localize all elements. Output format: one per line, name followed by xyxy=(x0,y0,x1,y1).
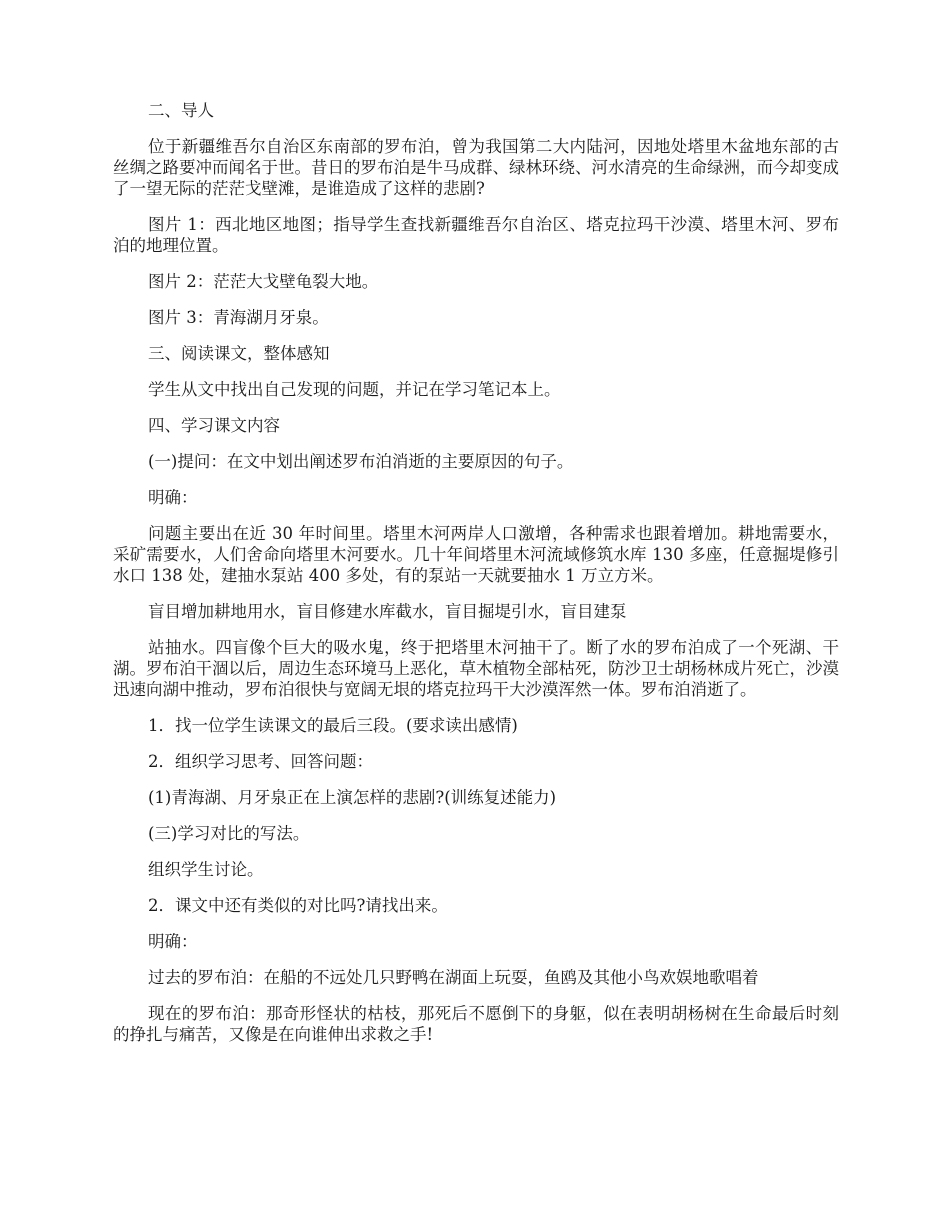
question-1-paragraph: (一)提问：在文中划出阐述罗布泊消逝的主要原因的句子。 xyxy=(148,452,574,471)
blind-actions-paragraph: 盲目增加耕地用水，盲目修建水库截水，盲目掘堤引水，盲目建泵 xyxy=(148,602,627,621)
task-think-paragraph: 2．组织学习思考、回答问题： xyxy=(148,752,373,771)
find-contrast-paragraph: 2．课文中还有类似的对比吗?请找出来。 xyxy=(148,896,448,915)
past-lopnur-paragraph: 过去的罗布泊：在船的不远处几只野鸭在湖面上玩耍，鱼鸥及其他小鸟欢娱地歌唱着 xyxy=(148,968,759,987)
section-heading-reading: 三、阅读课文，整体感知 xyxy=(148,344,330,363)
section-heading-study: 四、学习课文内容 xyxy=(148,416,280,435)
contrast-heading: (三)学习对比的写法。 xyxy=(148,824,310,843)
discussion-paragraph: 组织学生讨论。 xyxy=(148,860,264,879)
picture-2-caption: 图片 2：茫茫大戈壁龟裂大地。 xyxy=(148,272,379,291)
picture-1-caption: 图片 1：西北地区地图；指导学生查找新疆维吾尔自治区、塔克拉玛干沙漠、塔里木河、罗布泊的地理位置。 xyxy=(113,215,839,255)
intro-paragraph: 位于新疆维吾尔自治区东南部的罗布泊，曾为我国第二大内陆河，因地处塔里木盆地东部的古丝绸之路要冲而闻名于世。昔日的罗布泊是牛马成群、绿林环绕、河水清亮的生命绿洲，而今却变成了一望无际的茫茫戈壁滩，是谁造成了这样的悲剧? xyxy=(113,137,839,198)
cause-paragraph: 问题主要出在近 30 年时间里。塔里木河两岸人口激增，各种需求也跟着增加。耕地需要水，采矿需要水，人们舍命向塔里木河要水。几十年间塔里木河流域修筑水库 130 多座，任意掘堤修引水口 138 处，建抽水泵站 400 多处，有的泵站一天就要抽水 1 万立方米。 xyxy=(113,524,839,585)
consequence-paragraph: 站抽水。四盲像个巨大的吸水鬼，终于把塔里木河抽干了。断了水的罗布泊成了一个死湖、干湖。罗布泊干涸以后，周边生态环境马上恶化，草木植物全部枯死，防沙卫士胡杨林成片死亡，沙漠迅速向湖中推动，罗布泊很快与宽阔无垠的塔克拉玛干大沙漠浑然一体。罗布泊消逝了。 xyxy=(113,638,839,699)
present-lopnur-paragraph: 现在的罗布泊：那奇形怪状的枯枝，那死后不愿倒下的身躯，似在表明胡杨树在生命最后时刻的挣扎与痛苦，又像是在向谁伸出求救之手! xyxy=(113,1004,839,1044)
document-page xyxy=(113,100,839,1060)
clarify-label: 明确： xyxy=(148,488,198,507)
picture-3-caption: 图片 3：青海湖月牙泉。 xyxy=(148,308,329,327)
clarify-label-2: 明确： xyxy=(148,932,198,951)
subquestion-paragraph: (1)青海湖、月牙泉正在上演怎样的悲剧?(训练复述能力) xyxy=(148,788,557,807)
reading-task-paragraph: 学生从文中找出自己发现的问题，并记在学习笔记本上。 xyxy=(148,380,561,399)
task-read-paragraph: 1．找一位学生读课文的最后三段。(要求读出感情) xyxy=(148,716,518,735)
section-heading-intro: 二、导人 xyxy=(148,101,214,120)
